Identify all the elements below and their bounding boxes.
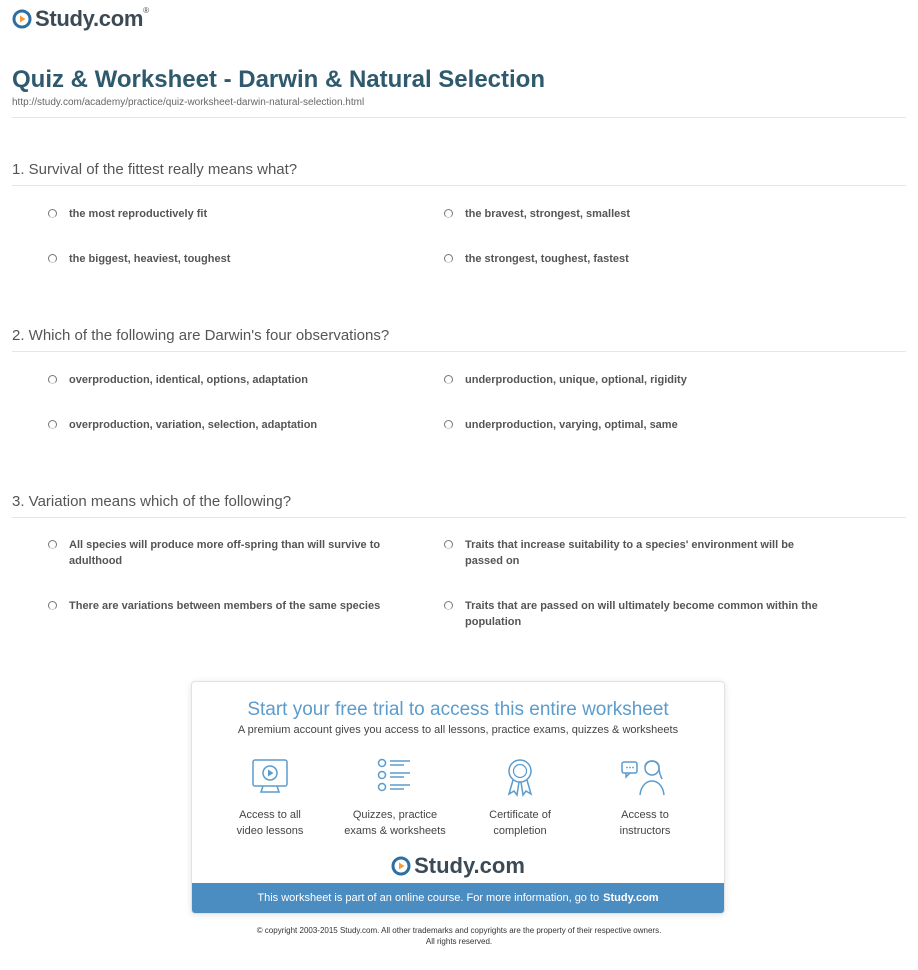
divider <box>12 351 906 352</box>
logo-text: Study.com® <box>35 6 149 31</box>
question-2-option-a[interactable]: overproduction, identical, options, adaptation <box>48 372 429 388</box>
radio-button[interactable] <box>48 209 57 218</box>
radio-button[interactable] <box>444 601 453 610</box>
radio-button[interactable] <box>48 375 57 384</box>
question-2-option-b[interactable]: underproduction, unique, optional, rigidity <box>444 372 825 388</box>
question-1-option-a[interactable]: the most reproductively fit <box>48 206 429 222</box>
radio-button[interactable] <box>444 540 453 549</box>
question-1-option-c[interactable]: the biggest, heaviest, toughest <box>48 251 429 267</box>
radio-button[interactable] <box>444 209 453 218</box>
question-2-option-d[interactable]: underproduction, varying, optimal, same <box>444 417 825 433</box>
question-3-option-c[interactable]: There are variations between members of the same species <box>48 598 429 614</box>
question-2-title: 2. Which of the following are Darwin's four observations? <box>12 327 390 344</box>
question-3-option-a[interactable]: All species will produce more off-spring than will survive to adulthood <box>48 537 429 569</box>
copyright-footer: © copyright 2003-2015 Study.com. All other trademarks and copyrights are the property of their respective owners. All rights reserved. <box>256 926 662 946</box>
promo-studycom-logo[interactable]: Study.com <box>192 853 724 879</box>
play-logo-icon <box>12 9 32 29</box>
radio-button[interactable] <box>48 540 57 549</box>
certificate-icon <box>498 757 542 797</box>
promo-subline: A premium account gives you access to all lessons, practice exams, quizzes & worksheets <box>237 724 679 736</box>
question-1-option-d[interactable]: the strongest, toughest, fastest <box>444 251 825 267</box>
divider <box>12 117 906 118</box>
feature-quizzes: Quizzes, practice exams & worksheets <box>335 757 455 839</box>
divider <box>12 185 906 186</box>
page-url[interactable]: http://study.com/academy/practice/quiz-worksheet-darwin-natural-selection.html <box>12 97 365 108</box>
studycom-link[interactable]: Study.com <box>603 892 659 904</box>
promo-info-bar: This worksheet is part of an online course. For more information, go to Study.com <box>192 883 724 913</box>
feature-certificate: Certificate of completion <box>460 757 580 839</box>
radio-button[interactable] <box>444 254 453 263</box>
radio-button[interactable] <box>444 420 453 429</box>
question-3-option-d[interactable]: Traits that are passed on will ultimately become common within the population <box>444 598 825 630</box>
radio-button[interactable] <box>48 420 57 429</box>
question-1-option-b[interactable]: the bravest, strongest, smallest <box>444 206 825 222</box>
feature-video-lessons: Access to all video lessons <box>210 757 330 839</box>
radio-button[interactable] <box>48 254 57 263</box>
divider <box>12 517 906 518</box>
premium-promo-box <box>192 682 724 913</box>
video-lesson-icon <box>248 757 292 797</box>
studycom-logo[interactable] <box>12 6 149 32</box>
question-1-title: 1. Survival of the fittest really means what? <box>12 161 298 178</box>
quiz-list-icon <box>373 757 417 797</box>
question-2-option-c[interactable]: overproduction, variation, selection, adaptation <box>48 417 429 433</box>
question-3-title: 3. Variation means which of the following? <box>12 493 292 510</box>
promo-headline[interactable]: Start your free trial to access this entire worksheet <box>247 699 669 720</box>
instructor-icon <box>620 757 670 797</box>
play-logo-icon <box>391 856 411 876</box>
question-3-option-b[interactable]: Traits that increase suitability to a species' environment will be passed on <box>444 537 825 569</box>
page-title: Quiz & Worksheet - Darwin & Natural Selection <box>12 66 545 93</box>
radio-button[interactable] <box>444 375 453 384</box>
radio-button[interactable] <box>48 601 57 610</box>
feature-instructors: Access to instructors <box>585 757 705 839</box>
